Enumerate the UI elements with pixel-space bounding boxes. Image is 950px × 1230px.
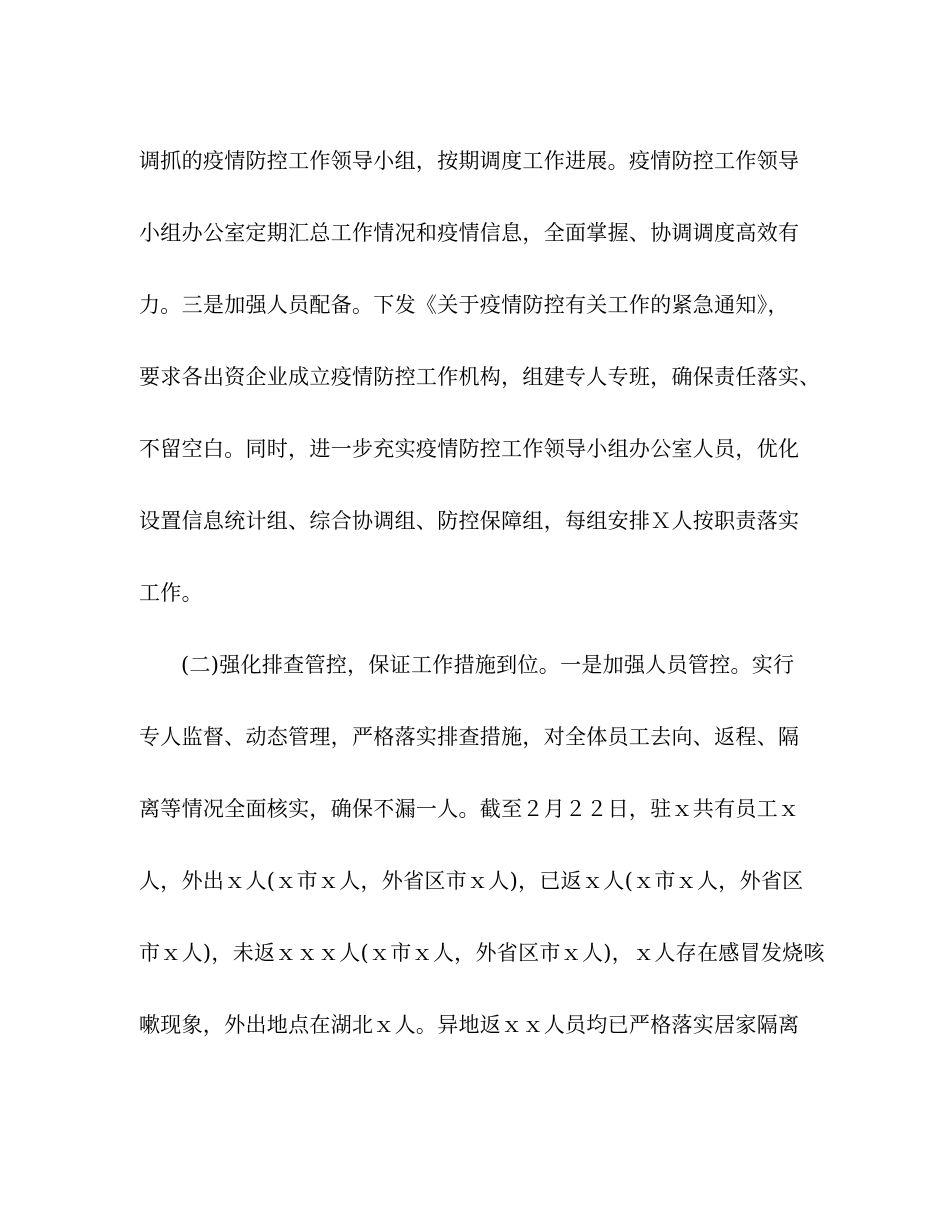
paragraph-line: 小组办公室定期汇总工作情况和疫情信息，全面掌握、协调调度高效有 xyxy=(139,221,800,245)
paragraph-line: 工作。 xyxy=(139,581,203,605)
paragraph-line: 力。三是加强人员配备。下发《关于疫情防控有关工作的紧急通知》， xyxy=(139,293,789,317)
paragraph-line: 调抓的疫情防控工作领导小组，按期调度工作进展。疫情防控工作领导 xyxy=(139,149,800,173)
paragraph-line: 专人监督、动态管理，严格落实排查措施，对全体员工去向、返程、隔 xyxy=(139,725,800,749)
paragraph-line: 设置信息统计组、综合协调组、防控保障组，每组安排Ｘ人按职责落实 xyxy=(139,509,800,533)
paragraph-line: 嗽现象，外出地点在湖北ｘ人。异地返ｘｘ人员均已严格落实居家隔离 xyxy=(139,1013,800,1037)
paragraph-heading-line: (二)强化排查管控，保证工作措施到位。一是加强人员管控。实行 xyxy=(181,653,795,677)
paragraph-line: 要求各出资企业成立疫情防控工作机构，组建专人专班，确保责任落实、 xyxy=(139,365,821,389)
paragraph-line: 市ｘ人)，未返ｘｘｘ人(ｘ市ｘ人，外省区市ｘ人)，ｘ人存在感冒发烧咳 xyxy=(139,941,825,965)
paragraph-line: 人，外出ｘ人(ｘ市ｘ人，外省区市ｘ人)，已返ｘ人(ｘ市ｘ人，外省区 xyxy=(139,869,804,893)
paragraph-line: 离等情况全面核实，确保不漏一人。截至２月２２日，驻ｘ共有员工ｘ xyxy=(139,797,800,821)
paragraph-line: 不留空白。同时，进一步充实疫情防控工作领导小组办公室人员，优化 xyxy=(139,437,800,461)
